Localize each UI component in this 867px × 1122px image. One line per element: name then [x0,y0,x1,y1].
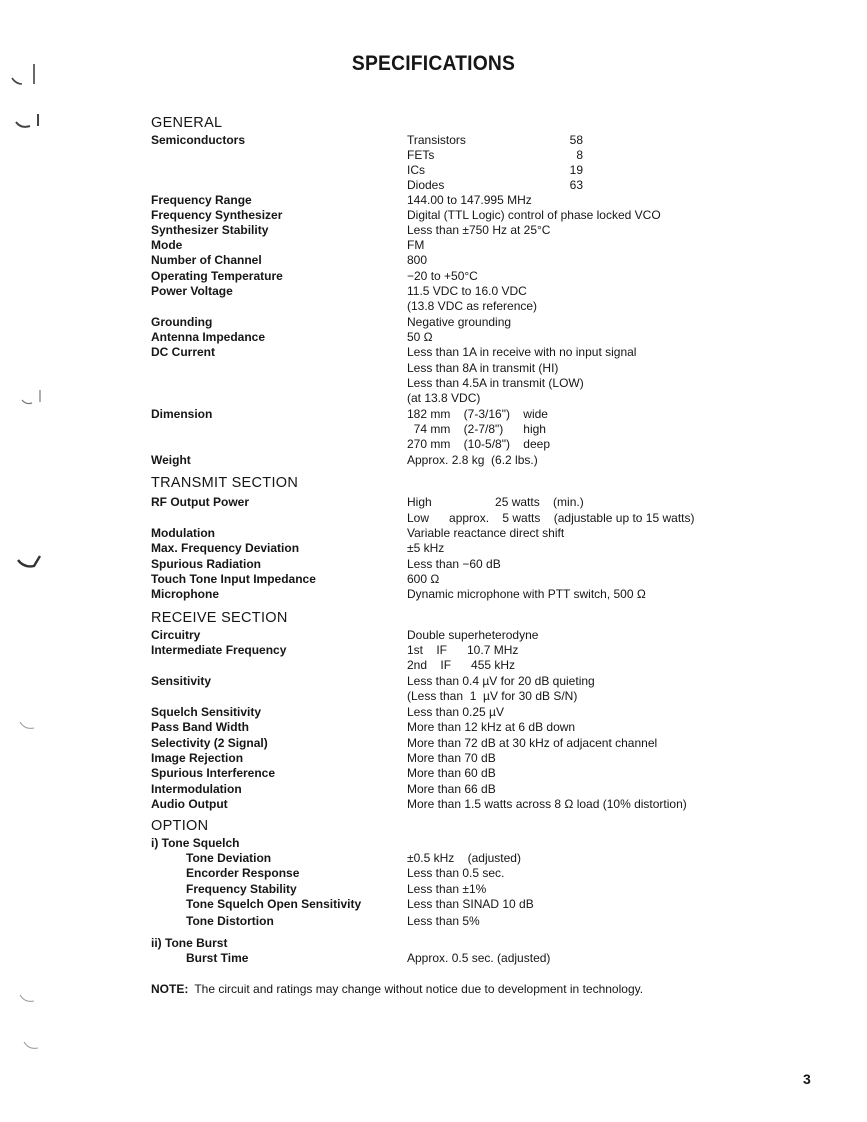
spec-value: 144.00 to 147.995 MHz [407,193,532,207]
spec-value: Approx. 2.8 kg (6.2 lbs.) [407,453,538,467]
tone-squelch-label: i) Tone Squelch [151,836,240,850]
spec-value: More than 12 kHz at 6 dB down [407,720,576,734]
spec-label: Spurious Interference [151,766,276,780]
page-title: SPECIFICATIONS [351,52,516,75]
spec-value: Less than −60 dB [407,557,501,571]
spec-value: 50 Ω [407,330,433,344]
spec-value: More than 70 dB [407,751,496,765]
spec-label: DC Current [151,345,216,359]
spec-value: −20 to +50°C [407,269,478,283]
spec-value: 600 Ω [407,572,440,586]
semiconductor-name: FETs [407,148,435,162]
spec-value: Negative grounding [407,315,512,329]
spec-label: Power Voltage [151,284,233,298]
semiconductor-name: Transistors [407,133,466,147]
spec-label: Tone Distortion [186,914,274,928]
tone-burst-label: ii) Tone Burst [151,936,228,950]
spec-label: Microphone [151,587,219,601]
spec-value: 800 [407,253,428,267]
hole-mark [24,1042,38,1048]
option-heading: OPTION [151,818,209,834]
spec-value: 270 mm (10-5/8") deep [407,437,550,451]
spec-value: ±5 kHz [407,541,445,555]
receive-heading: RECEIVE SECTION [151,610,288,626]
hole-mark [20,995,34,1001]
spec-label: Tone Squelch Open Sensitivity [186,897,362,911]
semiconductor-count: 63 [569,178,583,192]
spec-value: (13.8 VDC as reference) [407,299,538,313]
spec-value: 2nd IF 455 kHz [407,658,516,672]
spec-label: Intermediate Frequency [151,643,287,657]
note-text: The circuit and ratings may change without notice due to development in technology. [194,982,644,996]
spec-value: Less than ±750 Hz at 25°C [407,223,551,237]
spec-label: Squelch Sensitivity [151,705,262,719]
spec-label: Circuitry [151,628,201,642]
spec-value: Double superheterodyne [407,628,539,642]
semiconductor-count: 58 [569,133,583,147]
spec-label: Image Rejection [151,751,244,765]
spec-value: High 25 watts (min.) [407,495,584,509]
semiconductor-name: ICs [407,163,425,177]
spec-value: 11.5 VDC to 16.0 VDC [407,284,527,298]
semiconductor-item [407,133,583,148]
spec-label: Grounding [151,315,213,329]
hole-mark [18,556,40,566]
spec-label: Dimension [151,407,213,421]
spec-label: Touch Tone Input Impedance [151,572,316,586]
spec-label: Burst Time [186,951,249,965]
note-label: NOTE: [151,982,189,996]
spec-label: RF Output Power [151,495,249,509]
spec-value: 182 mm (7-3/16") wide [407,407,548,421]
spec-value: Less than ±1% [407,882,487,896]
spec-value: (at 13.8 VDC) [407,391,481,405]
semiconductor-name: Diodes [407,178,445,192]
spec-label: Audio Output [151,797,228,811]
spec-label: Max. Frequency Deviation [151,541,300,555]
spec-label: Semiconductors [151,133,246,147]
spec-value: More than 66 dB [407,782,496,796]
spec-value: Dynamic microphone with PTT switch, 500 Ω [407,587,646,601]
hole-mark [16,114,38,127]
footnote [151,982,643,997]
spec-value: Less than 5% [407,914,480,928]
page-number: 3 [803,1071,811,1087]
spec-value: 1st IF 10.7 MHz [407,643,519,657]
spec-label: Pass Band Width [151,720,249,734]
spec-value: Less than 8A in transmit (HI) [407,361,559,375]
spec-value: Less than 0.4 µV for 20 dB quieting [407,674,595,688]
spec-label: Selectivity (2 Signal) [151,736,268,750]
spec-value: More than 1.5 watts across 8 Ω load (10% distortion) [407,797,687,811]
hole-mark [12,64,34,84]
spec-value: Less than SINAD 10 dB [407,897,534,911]
spec-label: Spurious Radiation [151,557,262,571]
spec-label: Frequency Stability [186,882,297,896]
spec-value: (Less than 1 µV for 30 dB S/N) [407,689,578,703]
spec-value: Digital (TTL Logic) control of phase locked VCO [407,208,661,222]
hole-mark [20,722,34,728]
spec-label: Sensitivity [151,674,212,688]
binding-marks [0,0,60,1122]
spec-label: Operating Temperature [151,269,283,283]
spec-value: More than 60 dB [407,766,496,780]
semiconductor-item [407,148,583,163]
semiconductor-item [407,178,583,193]
spec-label: Antenna Impedance [151,330,266,344]
spec-label: Frequency Synthesizer [151,208,283,222]
spec-value: Approx. 0.5 sec. (adjusted) [407,951,551,965]
transmit-heading: TRANSMIT SECTION [151,475,299,491]
spec-value: FM [407,238,425,252]
spec-label: Mode [151,238,183,252]
semiconductor-item [407,163,583,178]
spec-label: Modulation [151,526,215,540]
spec-label: Synthesizer Stability [151,223,269,237]
spec-value: More than 72 dB at 30 kHz of adjacent channel [407,736,658,750]
spec-label: Weight [151,453,191,467]
spec-value: Less than 1A in receive with no input signal [407,345,637,359]
semiconductor-count: 8 [576,148,583,162]
spec-label: Intermodulation [151,782,242,796]
spec-value: Low approx. 5 watts (adjustable up to 15 watts) [407,511,695,525]
spec-label: Frequency Range [151,193,252,207]
spec-value: Less than 0.25 µV [407,705,504,719]
spec-label: Number of Channel [151,253,262,267]
spec-label: Tone Deviation [186,851,272,865]
spec-value: ±0.5 kHz (adjusted) [407,851,521,865]
spec-value: Variable reactance direct shift [407,526,565,540]
general-heading: GENERAL [151,115,223,131]
hole-mark [22,390,40,404]
spec-value: Less than 4.5A in transmit (LOW) [407,376,584,390]
semiconductor-count: 19 [569,163,583,177]
spec-label: Encorder Response [186,866,300,880]
spec-value: Less than 0.5 sec. [407,866,505,880]
spec-value: 74 mm (2-7/8") high [407,422,546,436]
